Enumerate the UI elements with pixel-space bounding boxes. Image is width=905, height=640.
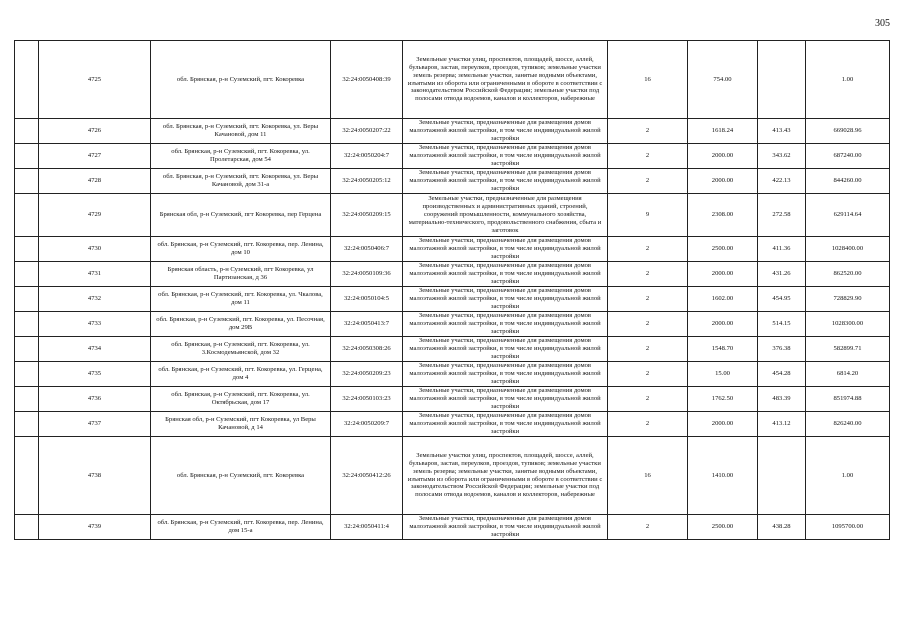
row-address: Брянская обл, р-н Суземский, пгт Кокоревка, пер Герцена (151, 194, 331, 237)
row-address: обл. Брянская, р-н Суземский, пгт. Кокоревка, ул. Песочная, дом 29В (151, 312, 331, 337)
table-row (15, 194, 890, 237)
row-address: обл. Брянская, р-н Суземский, пгт. Кокоревка, пер. Ленина, дом 10 (151, 237, 331, 262)
row-group: 2 (608, 287, 688, 312)
row-number: 4739 (39, 515, 151, 540)
row-address: обл. Брянская, р-н Суземский, пгт. Кокоревка (151, 41, 331, 119)
row-blank-cell (15, 287, 39, 312)
row-number: 4735 (39, 362, 151, 387)
row-address: обл. Брянская, р-н Суземский, пгт. Кокоревка, ул. Пролетарская, дом 54 (151, 144, 331, 169)
row-group: 2 (608, 337, 688, 362)
row-address: Брянская обл, р-н Суземский, пгт Кокоревка, ул Веры Качановой, д 14 (151, 412, 331, 437)
row-blank-cell (15, 437, 39, 515)
row-area: 2308.00 (688, 194, 758, 237)
row-area: 2000.00 (688, 412, 758, 437)
row-number: 4736 (39, 387, 151, 412)
row-area: 2000.00 (688, 312, 758, 337)
row-rate (758, 41, 806, 119)
row-area: 2000.00 (688, 169, 758, 194)
row-area: 754.00 (688, 41, 758, 119)
row-address: обл. Брянская, р-н Суземский, пгт. Кокоревка, ул. Герцена, дом 4 (151, 362, 331, 387)
row-address: обл. Брянская, р-н Суземский, пгт. Кокоревка, ул. Веры Качановой, дом 11 (151, 119, 331, 144)
row-cadastral-number: 32:24:0050109:36 (331, 262, 403, 287)
row-cadastral-number: 32:24:0050308:26 (331, 337, 403, 362)
row-group: 2 (608, 169, 688, 194)
row-purpose: Земельные участки, предназначенные для размещения домов малоэтажной жилой застройки, в том числе индивидуальной жилой застройки (403, 169, 608, 194)
row-value: 6814.20 (806, 362, 890, 387)
row-number: 4738 (39, 437, 151, 515)
row-rate: 376.38 (758, 337, 806, 362)
table-row (15, 237, 890, 262)
row-area: 15.00 (688, 362, 758, 387)
row-cadastral-number: 32:24:0050209:23 (331, 362, 403, 387)
row-address: Брянская область, р-н Суземский, пгт Кокоревка, ул Партизанская, д 36 (151, 262, 331, 287)
row-blank-cell (15, 119, 39, 144)
row-cadastral-number: 32:24:0050104:5 (331, 287, 403, 312)
row-rate: 422.13 (758, 169, 806, 194)
row-purpose: Земельные участки улиц, проспектов, площадей, шоссе, аллей, бульваров, застав, переулков, проездов, тупиков; земельные участки земель резерва; земельные участки, занятые водными объектами, изъятыми из оборота или ограниченными в обороте в соответствии с законодательством Российской Федерации; земельные участки под полосами отвода водоемов, каналов и коллекторов, набережные (403, 437, 608, 515)
row-number: 4733 (39, 312, 151, 337)
row-cadastral-number: 32:24:0050204:7 (331, 144, 403, 169)
row-blank-cell (15, 515, 39, 540)
row-group: 2 (608, 362, 688, 387)
row-value: 687240.00 (806, 144, 890, 169)
row-area: 1410.00 (688, 437, 758, 515)
row-rate: 514.15 (758, 312, 806, 337)
row-group: 2 (608, 144, 688, 169)
table-row (15, 362, 890, 387)
row-cadastral-number: 32:24:0050406:7 (331, 237, 403, 262)
row-address: обл. Брянская, р-н Суземский, пгт. Кокоревка, ул. Веры Качановой, дом 31-а (151, 169, 331, 194)
row-purpose: Земельные участки, предназначенные для размещения домов малоэтажной жилой застройки, в том числе индивидуальной жилой застройки (403, 287, 608, 312)
row-address: обл. Брянская, р-н Суземский, пгт. Кокоревка, ул. Чкалова, дом 11 (151, 287, 331, 312)
row-number: 4726 (39, 119, 151, 144)
row-cadastral-number: 32:24:0050408:39 (331, 41, 403, 119)
row-number: 4731 (39, 262, 151, 287)
table-row (15, 437, 890, 515)
table-row (15, 262, 890, 287)
row-purpose: Земельные участки, предназначенные для размещения домов малоэтажной жилой застройки, в том числе индивидуальной жилой застройки (403, 119, 608, 144)
row-blank-cell (15, 362, 39, 387)
row-value: 1028300.00 (806, 312, 890, 337)
row-rate: 272.58 (758, 194, 806, 237)
row-rate: 454.28 (758, 362, 806, 387)
row-group: 2 (608, 119, 688, 144)
row-blank-cell (15, 237, 39, 262)
row-area: 1618.24 (688, 119, 758, 144)
row-number: 4728 (39, 169, 151, 194)
row-number: 4729 (39, 194, 151, 237)
row-value: 862520.00 (806, 262, 890, 287)
row-blank-cell (15, 387, 39, 412)
row-rate: 411.36 (758, 237, 806, 262)
row-area: 1762.50 (688, 387, 758, 412)
row-value: 669028.96 (806, 119, 890, 144)
land-registry-table (14, 40, 890, 540)
row-purpose: Земельные участки, предназначенные для размещения домов малоэтажной жилой застройки, в том числе индивидуальной жилой застройки (403, 412, 608, 437)
row-purpose: Земельные участки, предназначенные для размещения домов малоэтажной жилой застройки, в том числе индивидуальной жилой застройки (403, 144, 608, 169)
row-group: 16 (608, 437, 688, 515)
table-row (15, 515, 890, 540)
row-purpose: Земельные участки, предназначенные для размещения домов малоэтажной жилой застройки, в том числе индивидуальной жилой застройки (403, 262, 608, 287)
table-row (15, 169, 890, 194)
row-blank-cell (15, 144, 39, 169)
row-blank-cell (15, 412, 39, 437)
row-purpose: Земельные участки, предназначенные для размещения производственных и административных зданий, строений, сооружений промышленности, коммунального хозяйства, материально-технического, продовольственного снабжения, сбыта и заготовок (403, 194, 608, 237)
row-rate: 438.28 (758, 515, 806, 540)
row-number: 4730 (39, 237, 151, 262)
row-purpose: Земельные участки улиц, проспектов, площадей, шоссе, аллей, бульваров, застав, переулков, проездов, тупиков; земельные участки земель резерва; земельные участки, занятые водными объектами, изъятыми из оборота или ограниченными в обороте в соответствии с законодательством Российской Федерации; земельные участки под полосами отвода водоемов, каналов и коллекторов, набережные (403, 41, 608, 119)
row-rate: 413.43 (758, 119, 806, 144)
table-body (15, 41, 890, 540)
row-cadastral-number: 32:24:0050413:7 (331, 312, 403, 337)
row-rate: 413.12 (758, 412, 806, 437)
row-address: обл. Брянская, р-н Суземский, пгт. Кокоревка (151, 437, 331, 515)
row-number: 4734 (39, 337, 151, 362)
row-cadastral-number: 32:24:0050207:22 (331, 119, 403, 144)
row-blank-cell (15, 337, 39, 362)
row-value: 629114.64 (806, 194, 890, 237)
row-purpose: Земельные участки, предназначенные для размещения домов малоэтажной жилой застройки, в том числе индивидуальной жилой застройки (403, 337, 608, 362)
row-cadastral-number: 32:24:0050209:15 (331, 194, 403, 237)
row-cadastral-number: 32:24:0050411:4 (331, 515, 403, 540)
row-group: 2 (608, 237, 688, 262)
row-area: 1602.00 (688, 287, 758, 312)
row-area: 2000.00 (688, 144, 758, 169)
table-row (15, 41, 890, 119)
row-group: 2 (608, 262, 688, 287)
row-group: 2 (608, 412, 688, 437)
row-blank-cell (15, 194, 39, 237)
row-number: 4737 (39, 412, 151, 437)
row-area: 1548.70 (688, 337, 758, 362)
table-row (15, 387, 890, 412)
row-rate: 454.95 (758, 287, 806, 312)
table-row (15, 144, 890, 169)
page-number: 305 (875, 18, 890, 29)
row-value: 1028400.00 (806, 237, 890, 262)
row-cadastral-number: 32:24:0050209:7 (331, 412, 403, 437)
table-row (15, 412, 890, 437)
row-value: 844260.00 (806, 169, 890, 194)
row-blank-cell (15, 169, 39, 194)
row-number: 4727 (39, 144, 151, 169)
row-address: обл. Брянская, р-н Суземский, пгт. Кокоревка, ул. 3.Космодемьянской, дом 32 (151, 337, 331, 362)
row-group: 2 (608, 387, 688, 412)
row-value: 1095700.00 (806, 515, 890, 540)
row-rate (758, 437, 806, 515)
row-blank-cell (15, 312, 39, 337)
row-purpose: Земельные участки, предназначенные для размещения домов малоэтажной жилой застройки, в том числе индивидуальной жилой застройки (403, 515, 608, 540)
row-group: 16 (608, 41, 688, 119)
row-blank-cell (15, 262, 39, 287)
table-row (15, 287, 890, 312)
row-value: 1.00 (806, 41, 890, 119)
row-rate: 483.39 (758, 387, 806, 412)
row-address: обл. Брянская, р-н Суземский, пгт. Кокоревка, ул. Октябрьская, дом 17 (151, 387, 331, 412)
table-row (15, 312, 890, 337)
row-group: 2 (608, 515, 688, 540)
row-number: 4725 (39, 41, 151, 119)
row-purpose: Земельные участки, предназначенные для размещения домов малоэтажной жилой застройки, в том числе индивидуальной жилой застройки (403, 362, 608, 387)
row-value: 826240.00 (806, 412, 890, 437)
table-row (15, 119, 890, 144)
table-row (15, 337, 890, 362)
row-area: 2500.00 (688, 237, 758, 262)
row-value: 582899.71 (806, 337, 890, 362)
row-group: 2 (608, 312, 688, 337)
row-cadastral-number: 32:24:0050103:23 (331, 387, 403, 412)
row-purpose: Земельные участки, предназначенные для размещения домов малоэтажной жилой застройки, в том числе индивидуальной жилой застройки (403, 312, 608, 337)
row-value: 1.00 (806, 437, 890, 515)
row-group: 9 (608, 194, 688, 237)
row-purpose: Земельные участки, предназначенные для размещения домов малоэтажной жилой застройки, в том числе индивидуальной жилой застройки (403, 237, 608, 262)
row-cadastral-number: 32:24:0050205:12 (331, 169, 403, 194)
row-value: 851974.88 (806, 387, 890, 412)
row-rate: 431.26 (758, 262, 806, 287)
row-cadastral-number: 32:24:0050412:26 (331, 437, 403, 515)
row-purpose: Земельные участки, предназначенные для размещения домов малоэтажной жилой застройки, в том числе индивидуальной жилой застройки (403, 387, 608, 412)
row-area: 2500.00 (688, 515, 758, 540)
row-value: 728829.90 (806, 287, 890, 312)
row-area: 2000.00 (688, 262, 758, 287)
row-address: обл. Брянская, р-н Суземский, пгт. Кокоревка, пер. Ленина, дом 15-а (151, 515, 331, 540)
row-rate: 343.62 (758, 144, 806, 169)
row-number: 4732 (39, 287, 151, 312)
row-blank-cell (15, 41, 39, 119)
